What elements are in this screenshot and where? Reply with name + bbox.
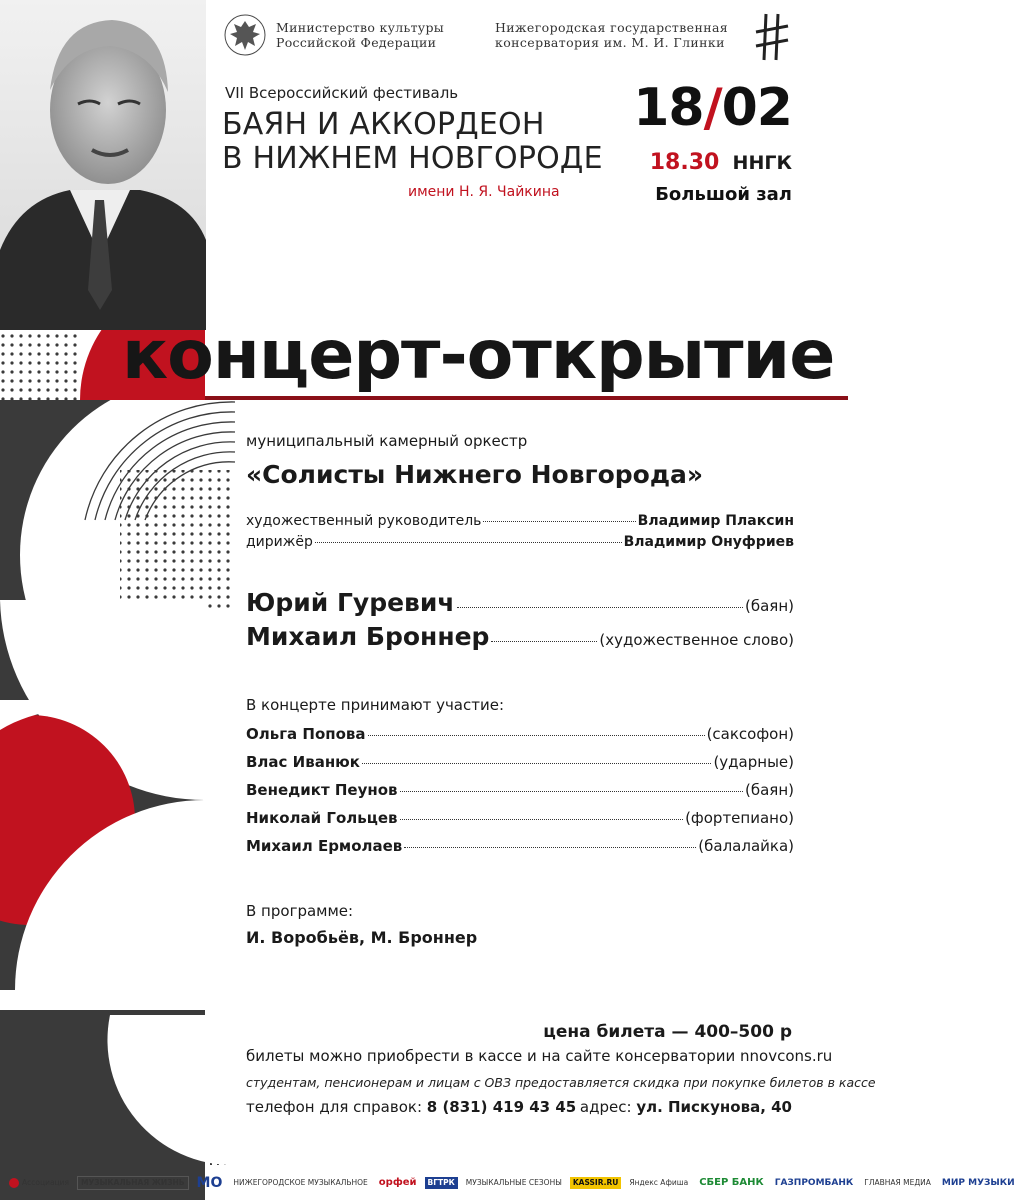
participant-name: Ольга Попова bbox=[246, 725, 366, 743]
festival-honor: имени Н. Я. Чайкина bbox=[408, 184, 560, 200]
dot-leader bbox=[404, 847, 696, 848]
ticket-price: цена билета — 400–500 р bbox=[543, 1022, 792, 1042]
credit-name: Владимир Плаксин bbox=[637, 513, 794, 529]
participant-row bbox=[246, 753, 794, 771]
festival-title-line1: БАЯН И АККОРДЕОН bbox=[222, 107, 545, 142]
discount-info: студентам, пенсионерам и лицам с ОВЗ предоставляется скидка при покупке билетов в кассе bbox=[246, 1075, 876, 1090]
program-label: В программе: bbox=[246, 902, 354, 920]
conservatory-line1: Нижегородская государственная bbox=[495, 20, 729, 35]
credit-name: Владимир Онуфриев bbox=[623, 534, 794, 550]
phone-number: 8 (831) 419 43 45 bbox=[426, 1098, 577, 1116]
participant-name: Николай Гольцев bbox=[246, 809, 398, 827]
dotted-block-mid bbox=[120, 470, 230, 610]
participants-label: В концерте принимают участие: bbox=[246, 696, 505, 714]
phone-info bbox=[246, 1098, 576, 1116]
ministry-line1: Министерство культуры bbox=[276, 20, 444, 35]
date-month: 02 bbox=[721, 78, 792, 138]
soloist-role: (баян) bbox=[745, 597, 794, 615]
soloist-row bbox=[246, 622, 794, 651]
event-time-line bbox=[650, 150, 792, 175]
date-day: 18 bbox=[633, 78, 704, 138]
participant-name: Венедикт Пеунов bbox=[246, 781, 398, 799]
ministry-logo bbox=[222, 12, 444, 58]
participant-name: Михаил Ермолаев bbox=[246, 837, 403, 855]
dot-leader bbox=[483, 521, 635, 522]
address-info bbox=[580, 1098, 792, 1116]
soloist-name: Михаил Броннер bbox=[246, 622, 490, 651]
association-icon bbox=[9, 1178, 19, 1188]
festival-subtitle: VII Всероссийский фестиваль bbox=[225, 84, 459, 102]
participant-row bbox=[246, 837, 794, 855]
event-date bbox=[633, 78, 792, 138]
sponsor-logo: ГАЗПРОМБАНК bbox=[774, 1177, 854, 1188]
participant-name: Влас Иванюк bbox=[246, 753, 360, 771]
ministry-line2: Российской Федерации bbox=[276, 35, 437, 50]
address-value: ул. Пискунова, 40 bbox=[636, 1098, 792, 1116]
event-hall: Большой зал bbox=[655, 184, 792, 205]
sponsor-logo: НИЖЕГОРОДСКОЕ МУЗЫКАЛЬНОЕ bbox=[233, 1177, 368, 1187]
date-slash: / bbox=[703, 78, 722, 138]
dotted-block-top bbox=[0, 330, 82, 400]
conservatory-logo-icon bbox=[754, 12, 790, 62]
participant-instrument: (саксофон) bbox=[706, 725, 794, 743]
orchestra-label: муниципальный камерный оркестр bbox=[246, 432, 528, 450]
sponsor-logo: МО bbox=[196, 1174, 223, 1191]
phone-label: телефон для справок: bbox=[246, 1098, 423, 1116]
dot-leader bbox=[315, 542, 622, 543]
sponsor-logo: Ассоциация bbox=[6, 1176, 72, 1190]
participant-instrument: (баян) bbox=[745, 781, 794, 799]
dot-leader bbox=[368, 735, 705, 736]
address-label: адрес: bbox=[579, 1098, 632, 1116]
credit-role: дирижёр bbox=[246, 534, 313, 550]
event-venue: ННГК bbox=[732, 152, 792, 174]
dot-leader bbox=[362, 763, 712, 764]
participant-instrument: (фортепиано) bbox=[685, 809, 794, 827]
participant-instrument: (ударные) bbox=[713, 753, 794, 771]
soloist-row bbox=[246, 588, 794, 617]
program-composers: И. Воробьёв, М. Броннер bbox=[246, 928, 478, 947]
dot-leader bbox=[400, 791, 743, 792]
sponsor-logo: МУЗЫКАЛЬНЫЕ СЕЗОНЫ bbox=[465, 1177, 562, 1187]
dot-leader bbox=[457, 607, 743, 608]
participant-row bbox=[246, 809, 794, 827]
credit-role: художественный руководитель bbox=[246, 513, 482, 529]
conservatory-name bbox=[495, 20, 728, 50]
dot-leader bbox=[491, 641, 597, 642]
credit-row bbox=[246, 513, 794, 529]
conservatory-line2: консерватория им. М. И. Глинки bbox=[495, 35, 725, 50]
credit-row bbox=[246, 534, 794, 550]
participant-instrument: (балалайка) bbox=[698, 837, 794, 855]
sponsor-logo: СБЕР БАНК bbox=[699, 1176, 764, 1188]
sponsor-logo: ВГТРК bbox=[425, 1177, 458, 1189]
participant-row bbox=[246, 781, 794, 799]
dot-leader bbox=[400, 819, 684, 820]
soloist-role: (художественное слово) bbox=[599, 631, 794, 649]
portrait-photo bbox=[0, 0, 206, 330]
festival-title-line2: В НИЖНЕМ НОВГОРОДЕ bbox=[222, 141, 603, 176]
sponsor-logo: KASSIR.RU bbox=[570, 1177, 622, 1189]
festival-title bbox=[222, 108, 603, 176]
sponsor-logo: МУЗЫКАЛЬНАЯ ЖИЗНЬ bbox=[77, 1176, 188, 1190]
sponsor-logo: Яндекс Афиша bbox=[629, 1177, 689, 1187]
sponsor-logos bbox=[0, 1165, 1015, 1200]
event-time: 18.30 bbox=[649, 150, 720, 175]
concert-headline: концерт-открытие bbox=[122, 316, 835, 395]
orchestra-name: «Солисты Нижнего Новгорода» bbox=[246, 460, 704, 489]
sponsor-logo: МИР МУЗЫКИ bbox=[941, 1177, 1015, 1188]
soloist-name: Юрий Гуревич bbox=[246, 588, 455, 617]
eagle-emblem-icon bbox=[222, 12, 268, 58]
sponsor-logo: орфей bbox=[378, 1176, 417, 1188]
headline-rule bbox=[205, 396, 848, 400]
sponsor-logo: ГЛАВНАЯ МЕДИА bbox=[864, 1177, 931, 1187]
participant-row bbox=[246, 725, 794, 743]
ticket-purchase-info: билеты можно приобрести в кассе и на сайте консерватории nnovcons.ru bbox=[246, 1047, 833, 1065]
